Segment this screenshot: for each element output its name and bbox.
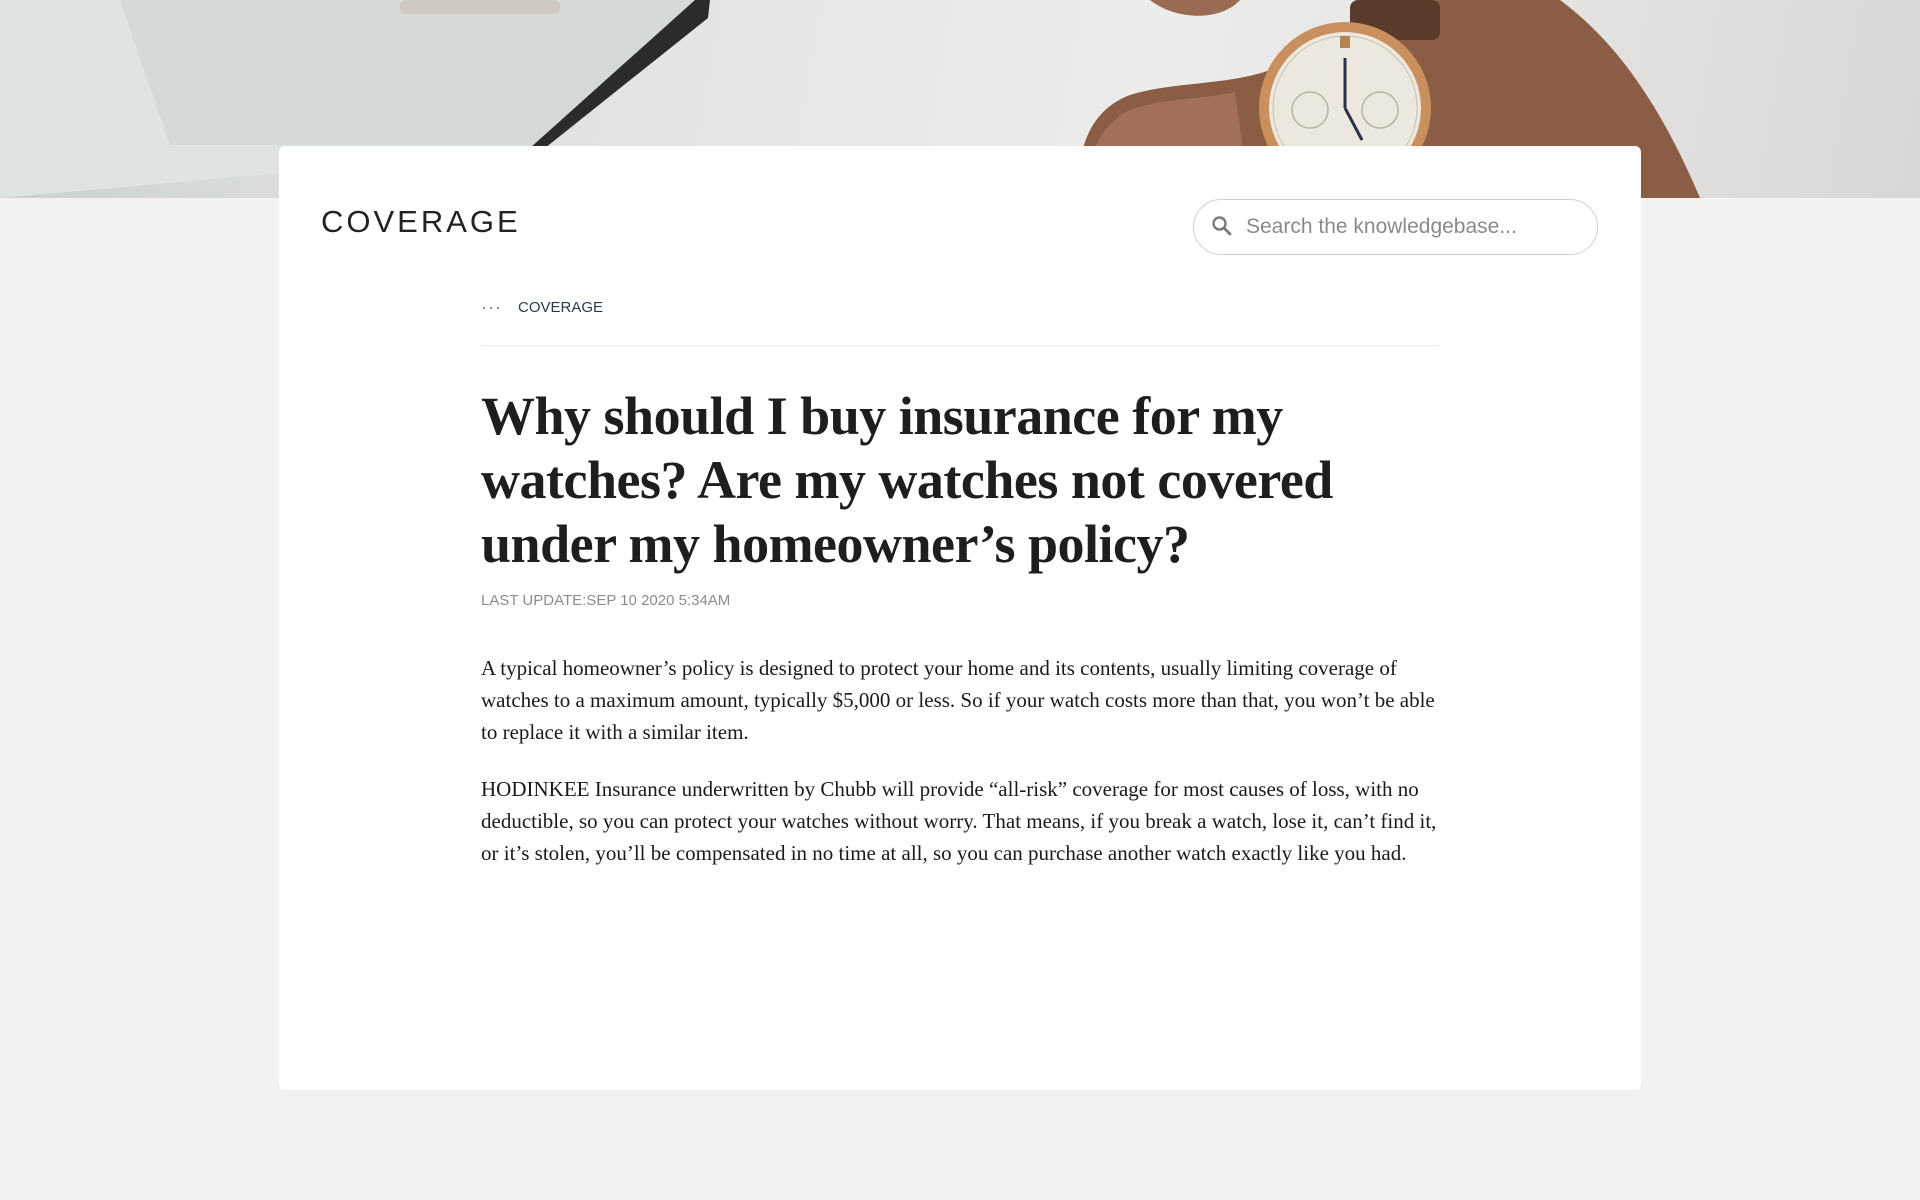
search-icon — [1210, 214, 1234, 243]
article-paragraph: HODINKEE Insurance underwritten by Chubb will provide “all-risk” coverage for most causes of loss, with no deductible, so you can protect your watches without worry. That means, if you break a watch, lose it, can’t find it, or it’s stolen, you’ll be compensated in no time at all, so you can purchase another watch exactly like you had. — [481, 777, 1437, 865]
search-input[interactable] — [1246, 210, 1576, 244]
search-box[interactable] — [1193, 199, 1598, 255]
divider — [481, 345, 1439, 346]
last-update-timestamp: LAST UPDATE:SEP 10 2020 5:34AM — [481, 592, 731, 609]
breadcrumb-item-coverage[interactable]: COVERAGE — [517, 298, 604, 316]
article-card — [279, 146, 1641, 1090]
breadcrumb-more-icon[interactable]: ··· — [481, 296, 502, 317]
article-paragraph: A typical homeowner’s policy is designed to protect your home and its contents, usually limiting coverage of watches to a maximum amount, typically $5,000 or less. So if your watch costs more than that, you won’t be able to replace it with a similar item. — [481, 656, 1435, 744]
breadcrumb — [481, 292, 603, 322]
section-title: COVERAGE — [321, 204, 521, 239]
article-body — [481, 652, 1441, 894]
article-title: Why should I buy insurance for my watches? Are my watches not covered under my homeowner’s policy? — [481, 386, 1333, 574]
